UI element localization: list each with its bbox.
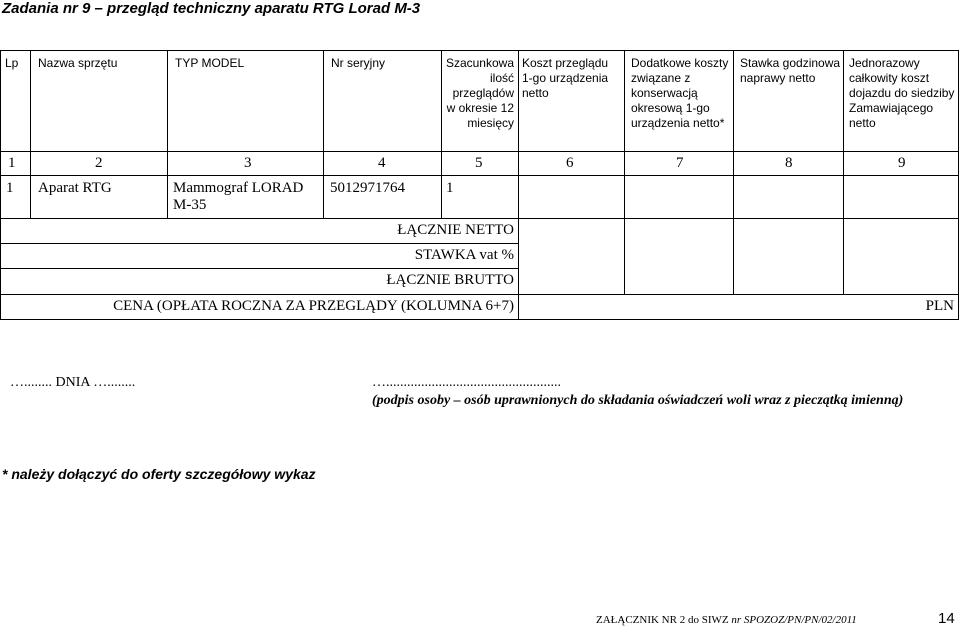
column-number: 3 xyxy=(244,155,252,171)
footer-ref-number: nr SPOZOZ/PN/PN/02/2011 xyxy=(731,614,857,626)
header-hourly-rate: Stawka godzinowa naprawy netto xyxy=(740,56,841,85)
column-number: 9 xyxy=(898,155,906,171)
signature-line: ….................................................. xyxy=(372,375,561,390)
column-number: 4 xyxy=(378,155,386,171)
currency-label: PLN xyxy=(925,298,954,314)
page-number: 14 xyxy=(938,610,955,627)
header-unit-cost: Koszt przeglądu 1-go urządzenia netto xyxy=(522,56,609,100)
column-number: 5 xyxy=(475,155,483,171)
total-net-label: ŁĄCZNIE NETTO xyxy=(397,222,514,238)
page-title: Zadania nr 9 – przegląd techniczny aparatu RTG Lorad M-3 xyxy=(2,0,421,17)
footer-prefix: ZAŁĄCZNIK NR 2 do SIWZ xyxy=(596,614,732,626)
header-serial: Nr seryjny xyxy=(331,56,386,70)
column-number: 2 xyxy=(95,155,103,171)
row-lp: 1 xyxy=(6,180,14,196)
date-line: …........ DNIA …........ xyxy=(10,375,136,390)
header-model: TYP MODEL xyxy=(175,56,245,70)
row-serial-number: 5012971764 xyxy=(330,180,405,196)
footer-reference xyxy=(596,614,857,626)
vat-rate-label: STAWKA vat % xyxy=(414,247,514,263)
header-travel-cost: Jednorazowy całkowity koszt dojazdu do siedziby Zamawiającego netto xyxy=(849,56,955,130)
column-number: 6 xyxy=(566,155,574,171)
header-maintenance-cost: Dodatkowe koszty związane z konserwacją okresową 1-go urządzenia netto* xyxy=(631,56,729,130)
header-lp: Lp xyxy=(5,56,19,70)
header-name: Nazwa sprzętu xyxy=(38,56,118,70)
total-gross-label: ŁĄCZNIE BRUTTO xyxy=(386,272,514,288)
row-device-name: Aparat RTG xyxy=(38,180,112,196)
row-model: Mammograf LORAD M-35 xyxy=(173,180,304,213)
row-quantity: 1 xyxy=(446,180,454,196)
header-quantity: Szacunkowa ilość przeglądów w okresie 12 miesięcy xyxy=(445,56,514,130)
column-number: 8 xyxy=(785,155,793,171)
annual-price-label: CENA (OPŁATA ROCZNA ZA PRZEGLĄDY (KOLUMNA 6+7) xyxy=(113,298,514,314)
column-number: 7 xyxy=(676,155,684,171)
attachment-note: * należy dołączyć do oferty szczegółowy wykaz xyxy=(2,466,316,482)
column-number: 1 xyxy=(8,155,16,171)
signature-caption: (podpis osoby – osób uprawnionych do składania oświadczeń woli wraz z pieczątką imienną) xyxy=(372,393,904,408)
